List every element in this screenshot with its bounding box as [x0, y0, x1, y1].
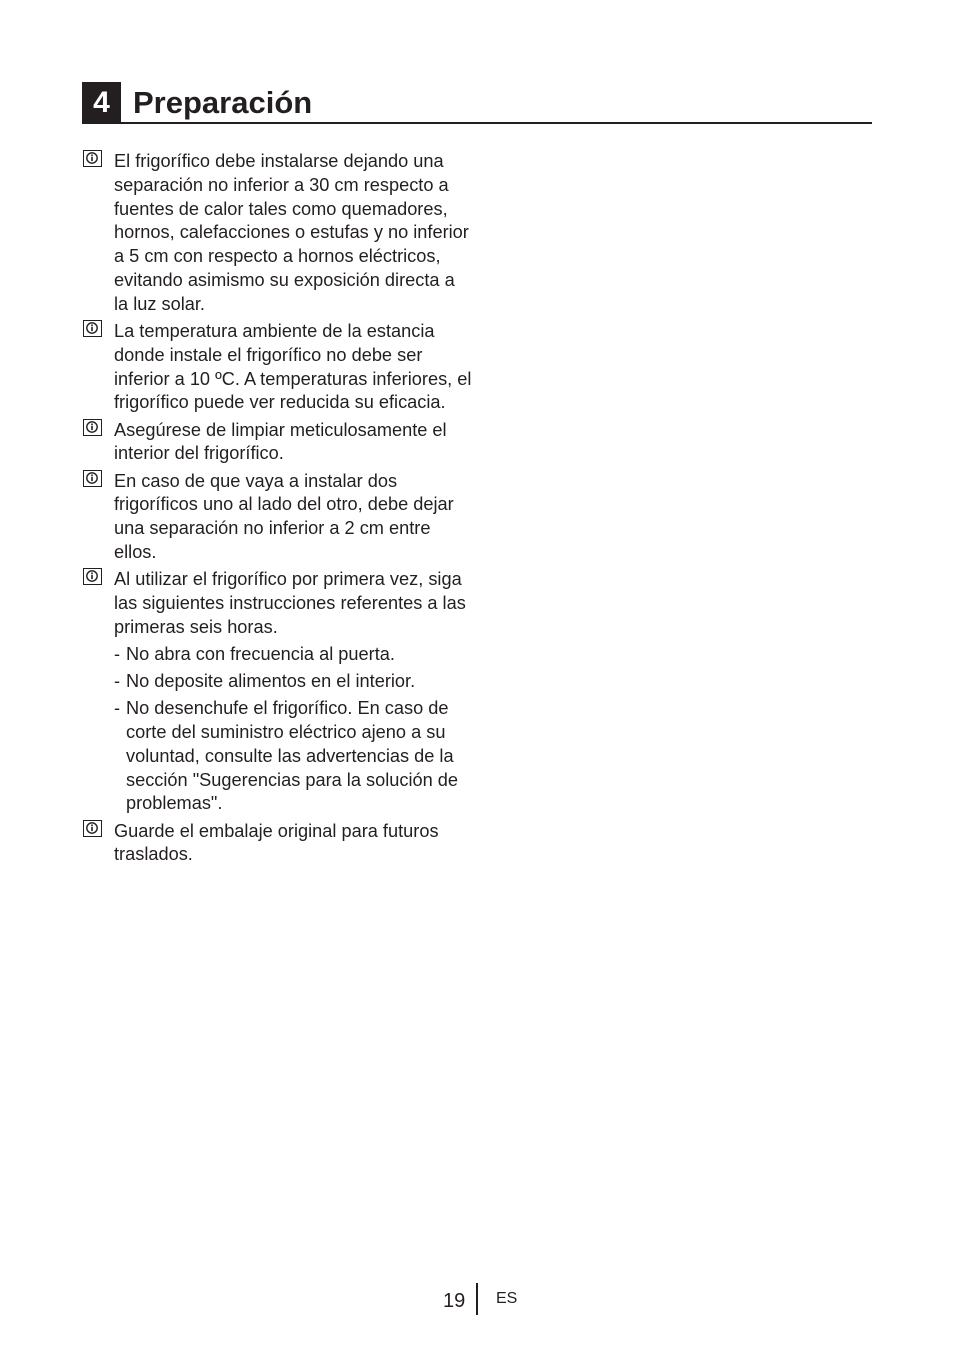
- page-number: 19: [443, 1290, 466, 1312]
- note-text: Asegúrese de limpiar meticulosamente el interior del frigorífico.: [114, 419, 447, 464]
- info-icon: [83, 419, 102, 436]
- dash-bullet: -: [114, 643, 121, 664]
- notes-list: [82, 150, 472, 871]
- info-icon: [83, 568, 102, 585]
- info-icon: [83, 150, 102, 167]
- sub-list-item: [114, 670, 472, 694]
- info-icon: [83, 820, 102, 837]
- note-item: [82, 320, 472, 415]
- note-text: La temperatura ambiente de la estancia donde instale el frigorífico no debe ser inferior a 10 ºC. A temperaturas inferiores, el frigorífico puede ver reducida su eficacia.: [114, 320, 472, 413]
- note-text: Guarde el embalaje original para futuros traslados.: [114, 820, 439, 865]
- note-item: [82, 568, 472, 816]
- note-item: [82, 419, 472, 467]
- section-title: Preparación: [133, 85, 313, 120]
- sub-list-item: [114, 643, 472, 667]
- footer-divider: [476, 1283, 478, 1315]
- note-item: [82, 470, 472, 565]
- sub-list-item: [114, 697, 472, 816]
- note-item: [82, 820, 472, 868]
- sub-list-text: No deposite alimentos en el interior.: [126, 671, 416, 692]
- info-icon: [83, 320, 102, 337]
- info-icon: [83, 470, 102, 487]
- sub-list-text: No desenchufe el frigorífico. En caso de corte del suministro eléctrico ajeno a su voluntad, consulte las advertencias de la sección "Sugerencias para la solución de problemas".: [126, 698, 459, 814]
- dash-bullet: -: [114, 698, 121, 719]
- sub-list-text: No abra con frecuencia al puerta.: [126, 643, 395, 664]
- language-code: ES: [496, 1290, 518, 1307]
- note-item: [82, 150, 472, 317]
- section-number: 4: [82, 82, 121, 122]
- note-text: Al utilizar el frigorífico por primera vez, siga las siguientes instrucciones referentes a las primeras seis horas.: [114, 569, 466, 637]
- dash-bullet: -: [114, 671, 121, 692]
- section-header: [82, 82, 872, 124]
- note-text: El frigorífico debe instalarse dejando una separación no inferior a 30 cm respecto a fuentes de calor tales como quemadores, hornos, calefacciones o estufas y no inferior a 5 cm con respecto a hornos eléctricos, evitando asimismo su exposición directa a la luz solar.: [114, 151, 469, 314]
- note-text: En caso de que vaya a instalar dos frigoríficos uno al lado del otro, debe dejar una separación no inferior a 2 cm entre ellos.: [114, 470, 454, 562]
